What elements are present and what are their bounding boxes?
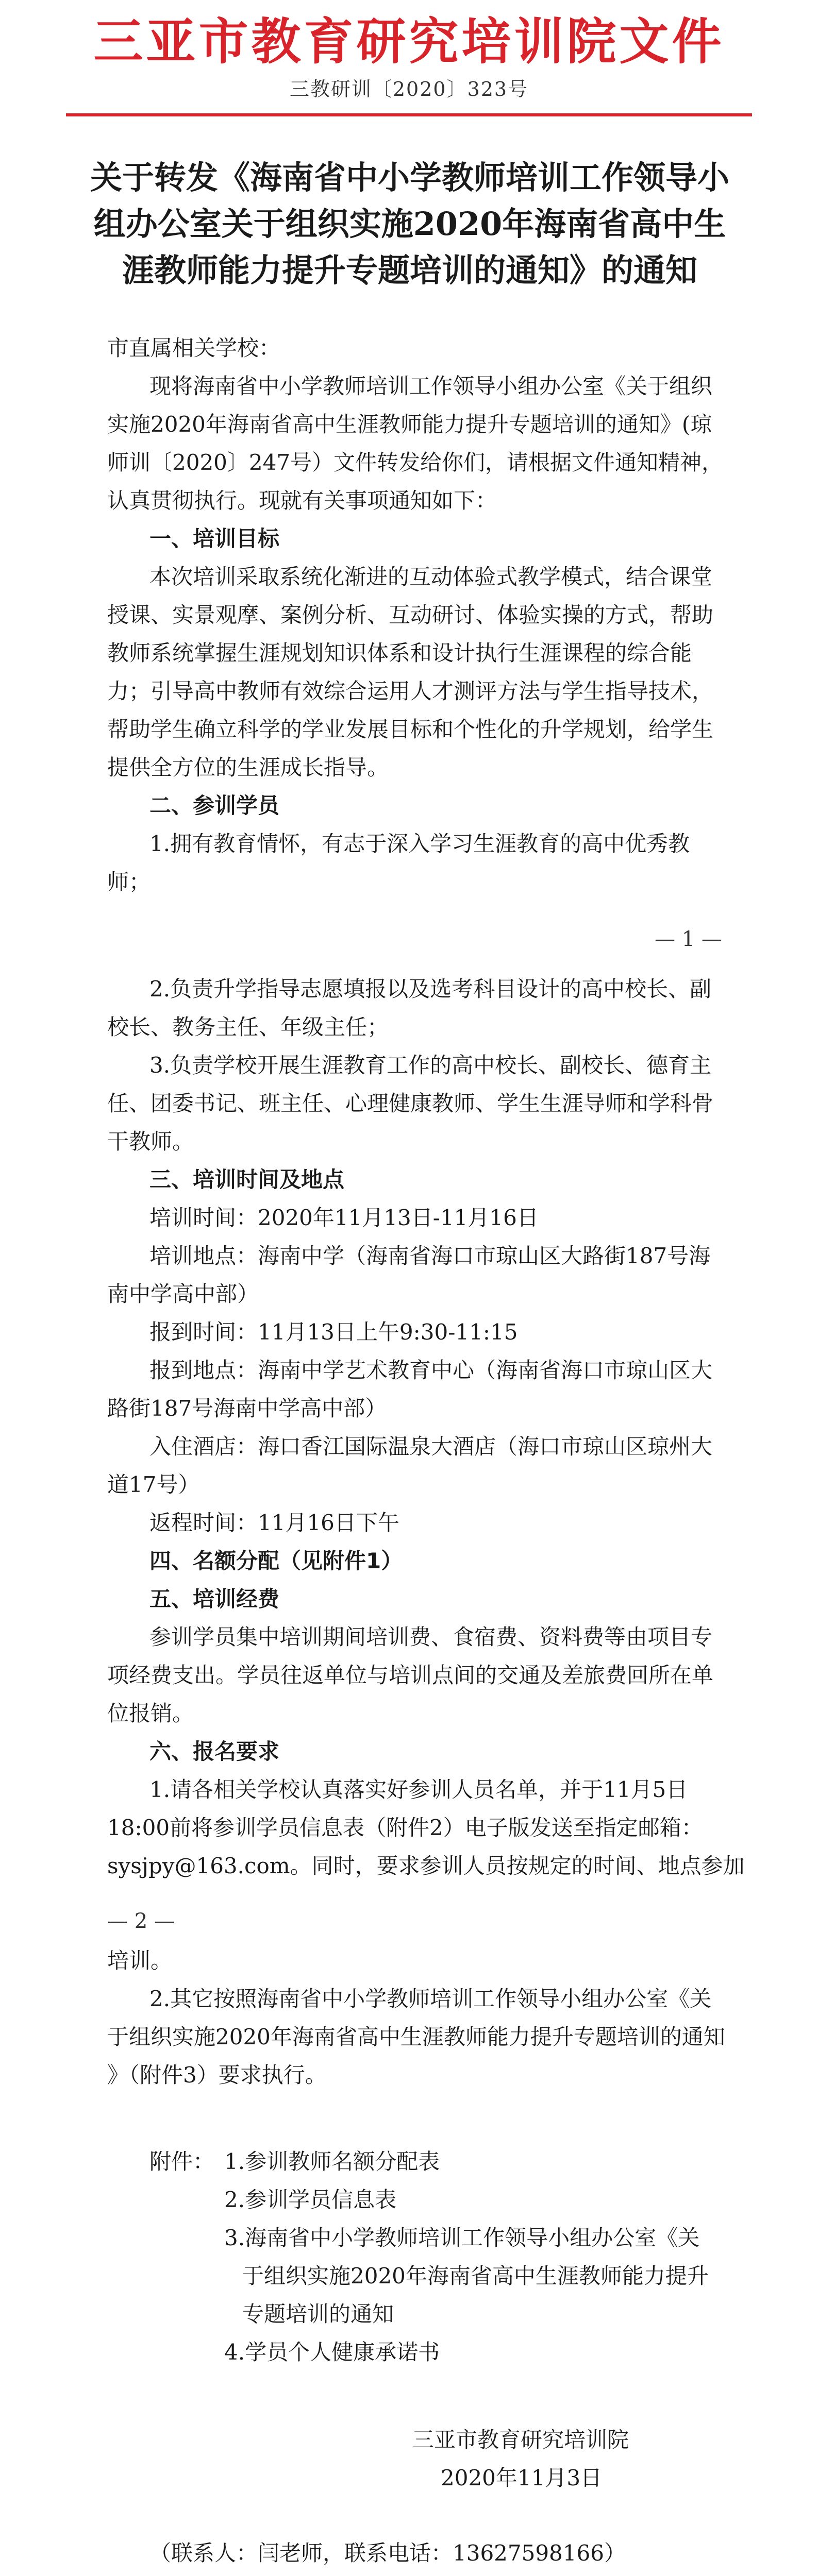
body-line: 2.其它按照海南省中小学教师培训工作领导小组办公室《关 xyxy=(149,1986,712,2011)
body-line: 授课、实景观摩、案例分析、互动研讨、体验实操的方式，帮助 xyxy=(107,602,714,628)
body-line: 位报销。 xyxy=(107,1701,194,1726)
attachment-item: 专题培训的通知 xyxy=(242,2301,394,2327)
body-line: sysjpy@163.com。同时，要求参训人员按规定的时间、地点参加 xyxy=(107,1853,745,1878)
body-line: 1.请各相关学校认真落实好参训人员名单，并于11月5日 xyxy=(149,1777,688,1802)
section-heading: 三、培训时间及地点 xyxy=(149,1167,345,1192)
body-line: 18:00前将参训学员信息表（附件2）电子版发送至指定邮箱： xyxy=(107,1815,703,1840)
body-line: 2.负责升学指导志愿填报以及选考科目设计的高中校长、副 xyxy=(149,976,712,1002)
body-line: 师训〔2020〕247号）文件转发给你们，请根据文件通知精神， xyxy=(107,450,724,475)
body-line: 实施2020年海南省高中生涯教师能力提升专题培训的通知》(琼 xyxy=(107,412,712,437)
doc-title-line: 涯教师能力提升专题培训的通知》的通知 xyxy=(122,251,697,289)
body-line: 干教师。 xyxy=(107,1129,194,1154)
salutation: 市直属相关学校： xyxy=(107,335,281,361)
body-line: 教师系统掌握生涯规划知识体系和设计执行生涯课程的综合能 xyxy=(107,640,692,666)
body-line: 本次培训采取系统化渐进的互动体验式教学模式，结合课堂 xyxy=(149,564,713,589)
body-line: 报到时间：11月13日上午9:30-11:15 xyxy=(149,1319,518,1345)
body-line: 》（附件3）要求执行。 xyxy=(107,2062,327,2088)
doc-title-line: 组办公室关于组织实施2020年海南省高中生 xyxy=(93,205,726,243)
attachment-item: 3.海南省中小学教师培训工作领导小组办公室《关 xyxy=(224,2225,700,2250)
section-heading: 一、培训目标 xyxy=(149,526,280,551)
body-line: 培训地点：海南中学（海南省海口市琼山区大路街187号海 xyxy=(149,1243,711,1268)
attachment-item: 2.参训学员信息表 xyxy=(224,2187,397,2212)
body-line: 帮助学生确立科学的学业发展目标和个性化的升学规划，给学生 xyxy=(107,717,714,742)
section-heading: 二、参训学员 xyxy=(149,793,280,818)
body-line: 培训时间：2020年11月13日-11月16日 xyxy=(149,1205,539,1230)
body-line: 道17号） xyxy=(107,1472,200,1497)
body-line: 于组织实施2020年海南省高中生涯教师能力提升专题培训的通知 xyxy=(107,2024,725,2049)
body-line: 校长、教务主任、年级主任； xyxy=(107,1014,389,1040)
body-line: 师； xyxy=(107,869,151,894)
body-line: 1.拥有教育情怀，有志于深入学习生涯教育的高中优秀教 xyxy=(149,831,690,856)
body-line: 报到地点：海南中学艺术教育中心（海南省海口市琼山区大 xyxy=(149,1358,713,1383)
body-line: 提供全方位的生涯成长指导。 xyxy=(107,755,389,780)
body-line: 南中学高中部） xyxy=(107,1281,259,1307)
body-line: 现将海南省中小学教师培训工作领导小组办公室《关于组织 xyxy=(149,374,713,399)
signature-org: 三亚市教育研究培训院 xyxy=(412,2427,629,2452)
page-number: — 2 — xyxy=(107,1909,175,1933)
body-line: 力；引导高中教师有效综合运用人才测评方法与学生指导技术， xyxy=(107,679,714,704)
body-line: 培训。 xyxy=(107,1948,173,1973)
attachments-label: 附件： xyxy=(149,2149,215,2174)
body-line: 认真贯彻执行。现就有关事项通知如下： xyxy=(107,488,497,513)
disclosure-note xyxy=(149,2573,323,2576)
section-heading: 六、报名要求 xyxy=(149,1739,280,1764)
body-line: 任、团委书记、班主任、心理健康教师、学生生涯导师和学科骨 xyxy=(107,1091,714,1116)
section-heading: 五、培训经费 xyxy=(149,1586,280,1612)
body-line: 3.负责学校开展生涯教育工作的高中校长、副校长、德育主 xyxy=(149,1053,712,1078)
attachment-item: 1.参训教师名额分配表 xyxy=(224,2149,440,2174)
doc-title-line: 关于转发《海南省中小学教师培训工作领导小 xyxy=(90,159,729,196)
section-heading: 四、名额分配（见附件1） xyxy=(149,1548,403,1573)
signature-date: 2020年11月3日 xyxy=(441,2465,603,2490)
attachment-item: 于组织实施2020年海南省高中生涯教师能力提升 xyxy=(242,2263,709,2289)
document-header-title: 三亚市教育研究培训院文件 xyxy=(93,12,725,71)
body-line: 返程时间：11月16日下午 xyxy=(149,1510,399,1535)
contact-info: （联系人：闫老师，联系电话：13627598166） xyxy=(149,2540,626,2566)
body-line: 路街187号海南中学高中部） xyxy=(107,1396,387,1421)
attachment-item: 4.学员个人健康承诺书 xyxy=(224,2340,440,2365)
page-number: — 1 — xyxy=(655,927,722,951)
document-number: 三教研训〔2020〕323号 xyxy=(289,78,529,100)
body-line: 项经费支出。学员往返单位与培训点间的交通及差旅费回所在单 xyxy=(107,1663,714,1688)
header-red-rule xyxy=(66,113,752,116)
body-line: 入住酒店：海口香江国际温泉大酒店（海口市琼山区琼州大 xyxy=(149,1434,713,1459)
body-line: 参训学员集中培训期间培训费、食宿费、资料费等由项目专 xyxy=(149,1624,713,1650)
